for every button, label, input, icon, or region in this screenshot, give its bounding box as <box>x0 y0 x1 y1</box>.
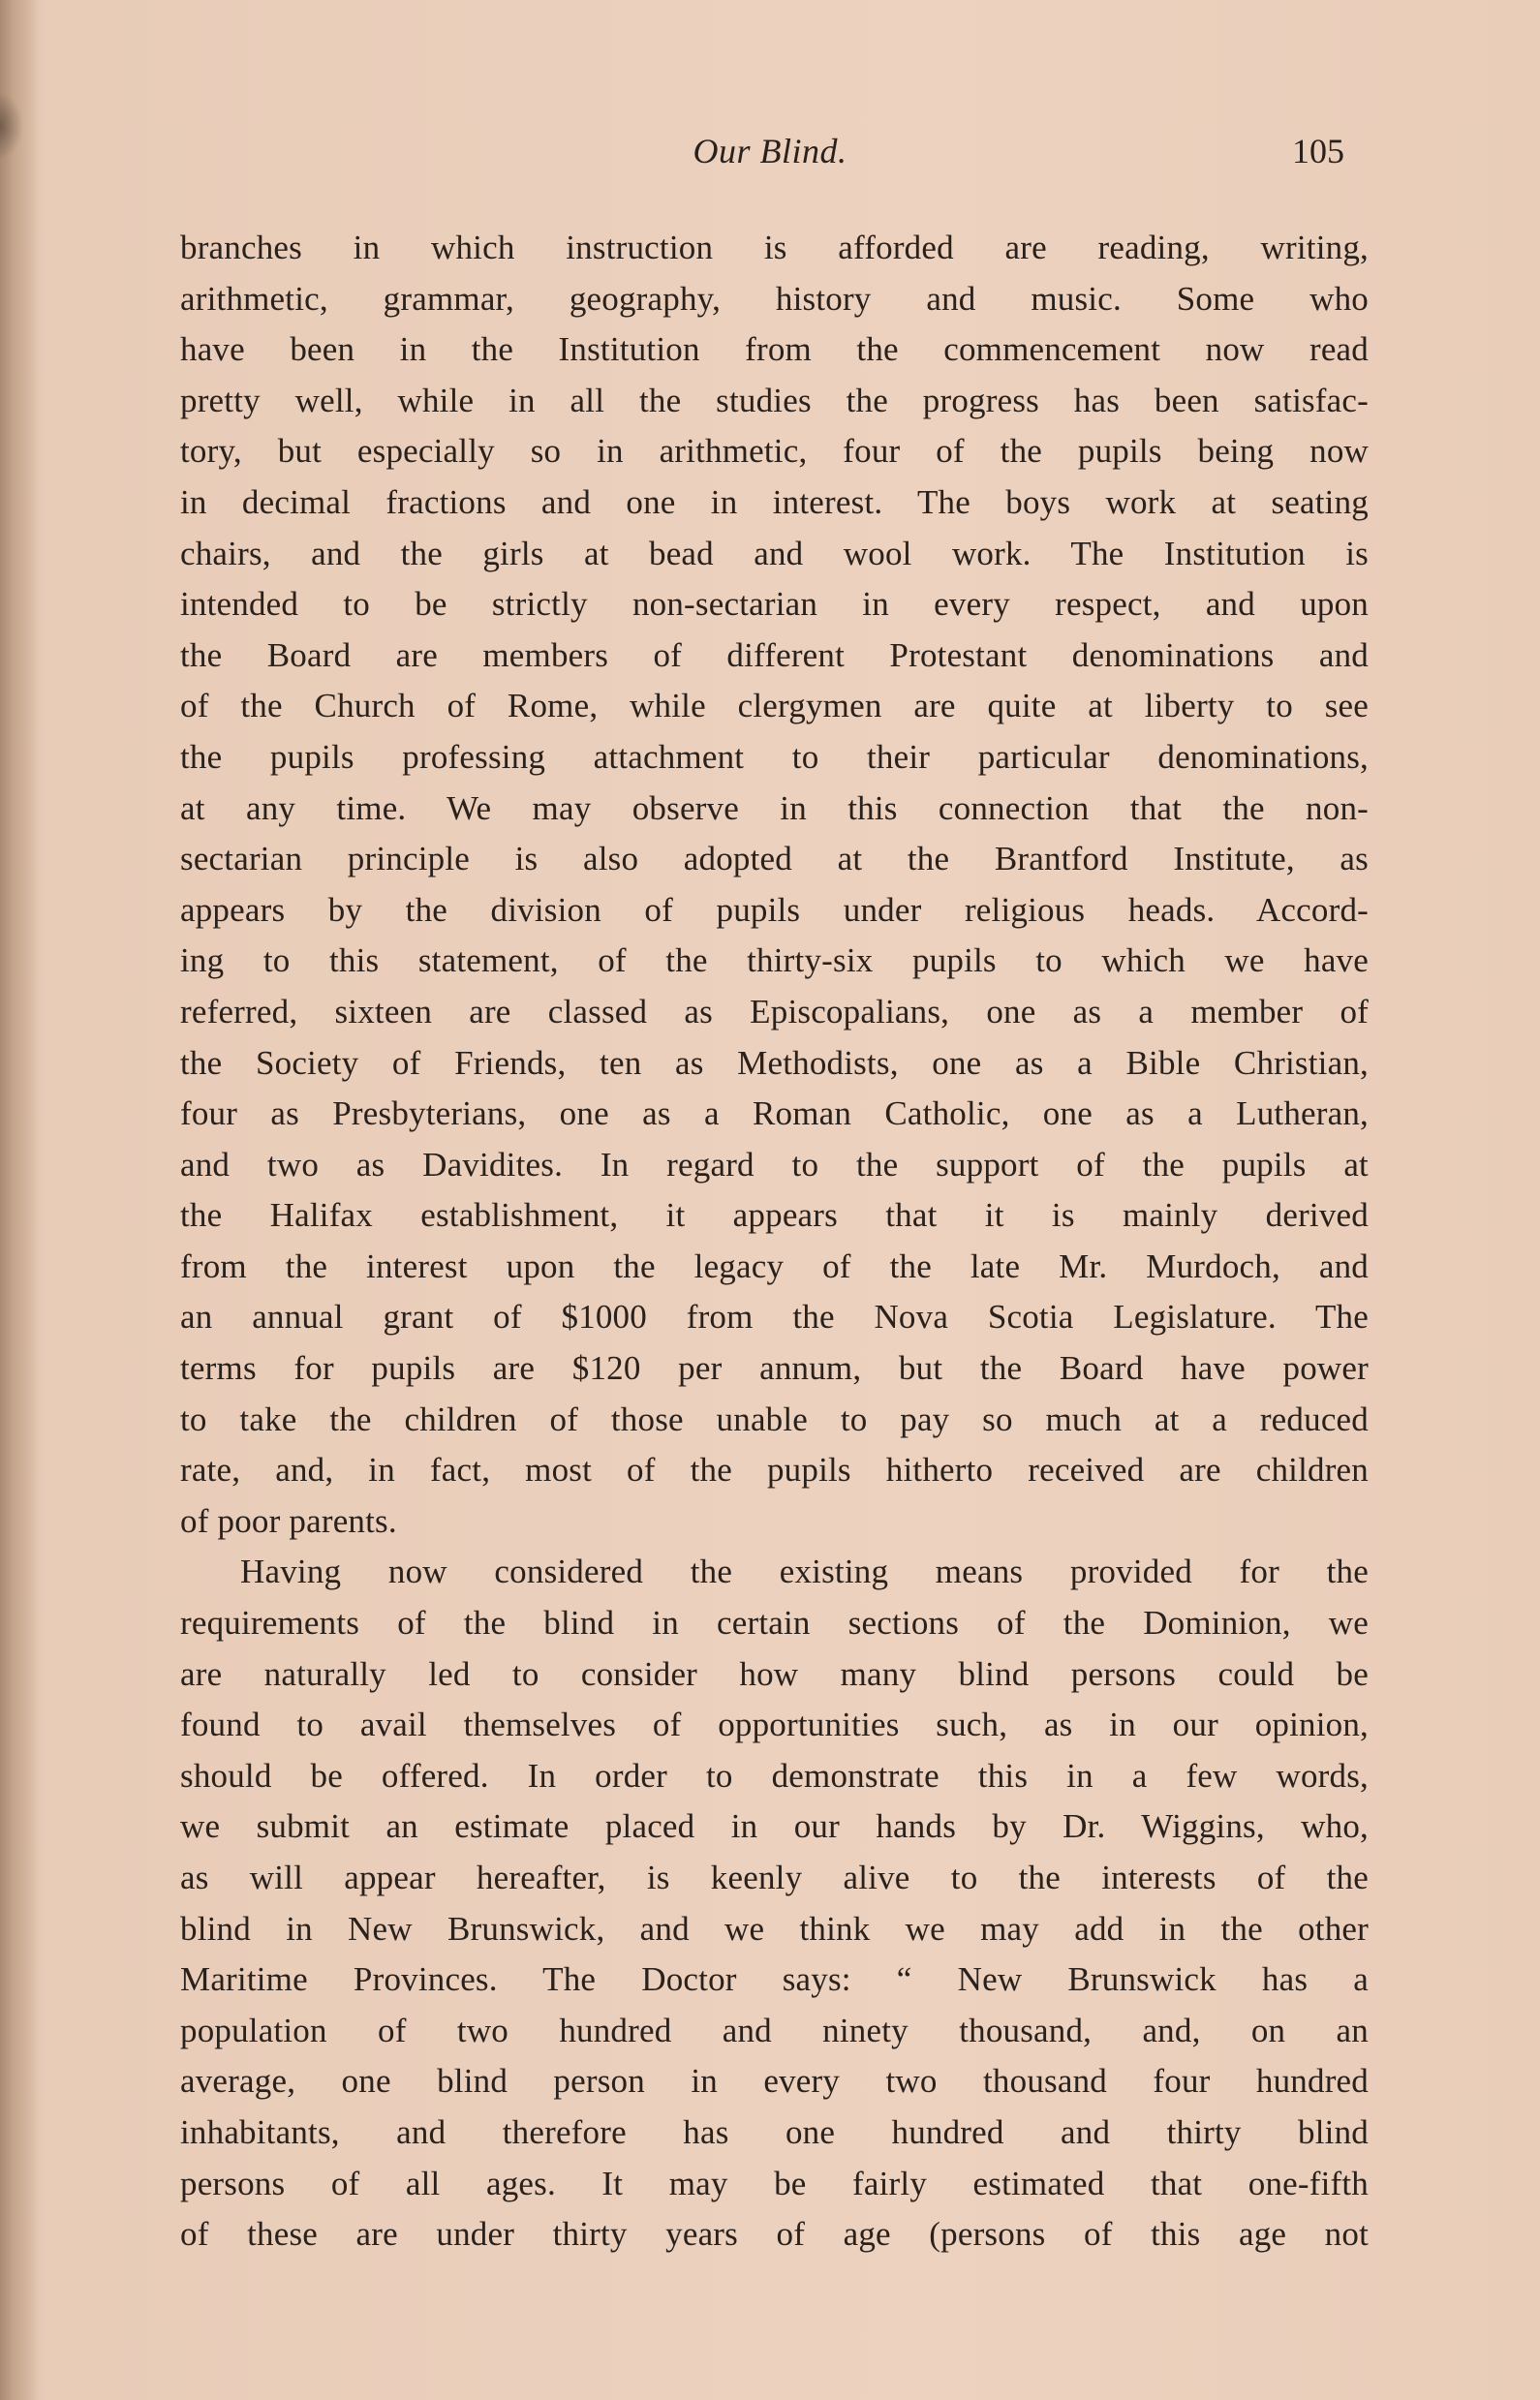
paragraph-1 <box>180 223 1369 1547</box>
text-line: average, one blind person in every two thousand four hundred <box>180 2062 1369 2101</box>
text-line: an annual grant of $1000 from the Nova Scotia Legislature. The <box>180 1298 1369 1337</box>
text-line: branches in which instruction is afforded are reading, writing, <box>180 229 1369 266</box>
text-line: at any time. We may observe in this connection that the non- <box>180 788 1369 827</box>
text-line: referred, sixteen are classed as Episcopalians, one as a member of <box>180 992 1369 1031</box>
page-header <box>174 128 1366 182</box>
text-line: tory, but especially so in arithmetic, four of the pupils being now <box>180 432 1369 471</box>
text-line: intended to be strictly non-sectarian in every respect, and upon <box>180 585 1369 624</box>
text-line: to take the children of those unable to pay so much at a reduced <box>180 1400 1369 1438</box>
text-line: should be offered. In order to demonstrate this in a few words, <box>180 1756 1369 1795</box>
text-line: the Board are members of different Protestant denominations and <box>180 635 1369 674</box>
text-line: blind in New Brunswick, and we think we may add in the other <box>180 1909 1369 1948</box>
text-line: found to avail themselves of opportunities such, as in our opinion, <box>180 1706 1369 1744</box>
text-line: population of two hundred and ninety thousand, and, on an <box>180 2011 1369 2049</box>
text-line: the Halifax establishment, it appears that it is mainly derived <box>180 1196 1369 1235</box>
text-line: ing to this statement, of the thirty-six pupils to which we have <box>180 941 1369 980</box>
edge-stain <box>0 92 23 160</box>
page-binding-edge <box>0 0 39 2400</box>
text-line: Having now considered the existing means provided for the <box>240 1553 1369 1591</box>
text-line: of these are under thirty years of age (persons of this age not <box>180 2215 1369 2254</box>
text-line: of poor parents. <box>180 1501 397 1540</box>
text-line: Maritime Provinces. The Doctor says: “ New Brunswick has a <box>180 1960 1369 1999</box>
text-line: chairs, and the girls at bead and wool work. The Institution is <box>180 534 1369 572</box>
text-line: have been in the Institution from the commencement now read <box>180 330 1369 369</box>
text-line: we submit an estimate placed in our hands by Dr. Wiggins, who, <box>180 1807 1369 1846</box>
page-number: 105 <box>1292 132 1344 170</box>
running-title: Our Blind. <box>693 132 847 170</box>
text-line: rate, and, in fact, most of the pupils hitherto received are children <box>180 1451 1369 1490</box>
text-line: as will appear hereafter, is keenly alive to the interests of the <box>180 1859 1369 1896</box>
text-line: pretty well, while in all the studies the progress has been satisfac- <box>180 381 1369 419</box>
text-line: of the Church of Rome, while clergymen are quite at liberty to see <box>180 687 1369 725</box>
text-line: four as Presbyterians, one as a Roman Catholic, one as a Lutheran, <box>180 1094 1369 1133</box>
text-line: in decimal fractions and one in interest. The boys work at seating <box>180 482 1369 521</box>
text-line: the Society of Friends, ten as Methodists, one as a Bible Christian, <box>180 1043 1369 1082</box>
text-line: and two as Davidites. In regard to the support of the pupils at <box>180 1145 1369 1184</box>
text-line: the pupils professing attachment to their particular denominations, <box>180 737 1369 776</box>
text-line: sectarian principle is also adopted at the Brantford Institute, as <box>180 840 1369 878</box>
text-line: are naturally led to consider how many blind persons could be <box>180 1654 1369 1693</box>
text-line: appears by the division of pupils under religious heads. Accord- <box>180 890 1369 929</box>
body-text <box>180 223 1369 2261</box>
text-line: requirements of the blind in certain sections of the Dominion, we <box>180 1604 1369 1643</box>
text-line: persons of all ages. It may be fairly estimated that one-fifth <box>180 2164 1369 2202</box>
text-line: arithmetic, grammar, geography, history and music. Some who <box>180 279 1369 318</box>
text-line: terms for pupils are $120 per annum, but the Board have power <box>180 1349 1369 1388</box>
text-line: from the interest upon the legacy of the late Mr. Murdoch, and <box>180 1246 1369 1285</box>
paragraph-2 <box>180 1547 1369 2260</box>
text-line: inhabitants, and therefore has one hundred and thirty blind <box>180 2112 1369 2151</box>
